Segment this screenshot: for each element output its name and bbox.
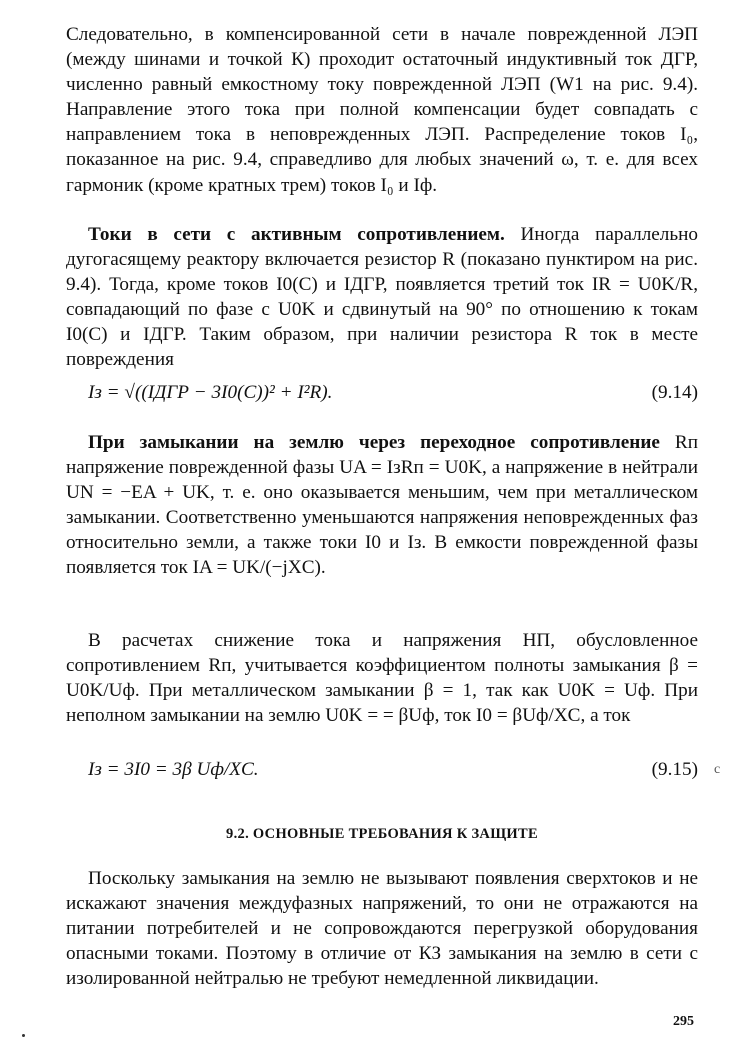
paragraph-2-lead: Токи в сети с активным сопротивлением.	[88, 224, 505, 245]
margin-mark: c	[714, 762, 721, 777]
equation-9-14-number: (9.14)	[651, 382, 698, 403]
equation-9-14	[66, 378, 698, 408]
paragraph-2-text: Иногда параллельно дугогасящему реактору включается резистор R (показано пунктиром на рис. 9.4). Тогда, кроме токов I0(C) и IДГР, появляется третий ток IR = U0K/R, совпадающий по фазе с U0K и сдвинутый на 90° по отношению к токам I0(C) и IДГР. Таким образом, при наличии резистора R ток в месте повреждения	[66, 224, 698, 371]
equation-9-15-formula: Iз = 3I0 = 3β Uф/XC.	[88, 759, 259, 780]
scan-speck	[22, 1034, 25, 1037]
paragraph-4: В расчетах снижение тока и напряжения НП, обусловленное сопротивлением Rп, учитывается коэффициентом полноты замыкания β = U0K/Uф. При металлическом замыкании β = 1, так как U0K = Uф. При неполном замыкании на землю U0K = = βUф, ток I0 = βUф/XC, а ток	[66, 630, 698, 727]
paragraph-2	[66, 222, 698, 373]
paragraph-5: Поскольку замыкания на землю не вызывают появления сверхтоков и не искажают значения междуфазных напряжений, то они не отражаются на питании потребителей и не сопровождаются перегрузкой оборудования опасными токами. Поэтому в отличие от КЗ замыкания на землю в сети с изолированной нейтралью не требуют немедленной ликвидации.	[66, 868, 698, 990]
paragraph-3-lead: При замыкании на землю через переходное сопротивление	[88, 432, 660, 453]
section-heading: 9.2. ОСНОВНЫЕ ТРЕБОВАНИЯ К ЗАЩИТЕ	[226, 826, 538, 842]
paragraph-1: Следовательно, в компенсированной сети в начале поврежденной ЛЭП (между шинами и точкой К) проходит остаточный индуктивный ток ДГР, численно равный емкостному току поврежденной ЛЭП (W1 на рис. 9.4). Направление этого тока при полной компенсации будет совпадать с направлением тока в неповрежденных ЛЭП. Распределение токов I₀, показанное на рис. 9.4, справедливо для любых значений ω, т. е. для всех гармоник (кроме кратных трем) токов I₀ и Iф.	[66, 24, 698, 196]
paragraph-3	[66, 430, 698, 581]
page-number: 295	[673, 1014, 694, 1029]
equation-9-15-number: (9.15)	[651, 759, 698, 780]
paragraph-3-text: Rп напряжение поврежденной фазы UA = IзRп = U0K, а напряжение в нейтрали UN = −EA + UK, т. е. оно оказывается меньшим, чем при металлическом замыкании. Соответственно уменьшаются напряжения неповрежденных фаз относительно земли, а также токи I0 и Iз. В емкости поврежденной фазы появляется ток IA = UK/(−jXC).	[66, 432, 698, 579]
equation-9-15	[66, 755, 698, 785]
equation-9-14-formula: Iз = √((IДГР − 3I0(C))² + I²R).	[88, 382, 333, 403]
